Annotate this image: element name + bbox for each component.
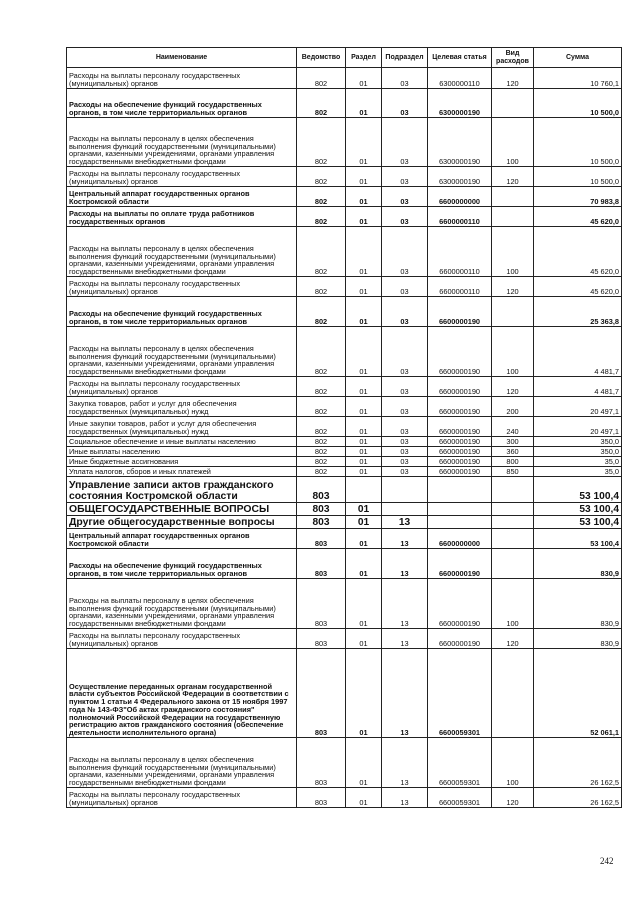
row-name: Другие общегосударственные вопросы (67, 516, 297, 529)
row-kind (492, 89, 534, 118)
row-section: 01 (346, 788, 382, 808)
row-target: 6600000190 (428, 297, 492, 327)
row-section: 01 (346, 447, 382, 457)
row-name: Осуществление переданных органам государственной власти субъектов Российской Федерации в соответствии с пунктом 1 статьи 4 Федерального закона от 15 ноября 1997 года № 143-ФЗ"Об актах гражданского состояния" полномочий Российской Федерации на государственную регистрацию актов гражданского состояния (обеспечение деятельности исполнительного органа) (67, 649, 297, 738)
row-section: 01 (346, 277, 382, 297)
row-sum: 830,9 (534, 629, 622, 649)
row-target: 6600000190 (428, 579, 492, 629)
row-section: 01 (346, 516, 382, 529)
row-name: Расходы на выплаты персоналу государственных (муниципальных) органов (67, 377, 297, 397)
row-subsection: 03 (382, 327, 428, 377)
row-name: Центральный аппарат государственных органов Костромской области (67, 187, 297, 207)
row-target: 6600059301 (428, 788, 492, 808)
row-kind: 120 (492, 377, 534, 397)
row-sum: 25 363,8 (534, 297, 622, 327)
row-dept: 802 (297, 377, 346, 397)
row-section: 01 (346, 437, 382, 447)
row-kind: 100 (492, 579, 534, 629)
row-subsection: 03 (382, 68, 428, 89)
row-sum: 70 983,8 (534, 187, 622, 207)
row-dept: 803 (297, 788, 346, 808)
table-row (67, 467, 622, 477)
row-name: Расходы на выплаты персоналу в целях обеспечения выполнения функций государственными (муниципальными) органами, казенными учреждениями, органами управления государственными внебюджетными фондами (67, 738, 297, 788)
row-target: 6600000110 (428, 207, 492, 227)
row-name: Расходы на выплаты персоналу государственных (муниципальных) органов (67, 629, 297, 649)
row-subsection: 13 (382, 788, 428, 808)
row-section: 01 (346, 579, 382, 629)
row-subsection: 13 (382, 629, 428, 649)
row-section: 01 (346, 187, 382, 207)
budget-table (66, 47, 622, 808)
row-section (346, 477, 382, 503)
row-dept: 802 (297, 437, 346, 447)
row-section: 01 (346, 118, 382, 167)
table-row (67, 788, 622, 808)
row-sum: 350,0 (534, 447, 622, 457)
row-section: 01 (346, 227, 382, 277)
row-dept: 803 (297, 549, 346, 579)
row-subsection: 03 (382, 167, 428, 187)
row-section: 01 (346, 377, 382, 397)
row-target (428, 503, 492, 516)
header-subsection: Подраздел (382, 48, 428, 68)
page-number: 242 (600, 856, 614, 866)
row-section: 01 (346, 738, 382, 788)
row-dept: 803 (297, 529, 346, 549)
row-name: Расходы на выплаты по оплате труда работников государственных органов (67, 207, 297, 227)
row-target: 6600000190 (428, 467, 492, 477)
row-sum: 10 500,0 (534, 167, 622, 187)
row-kind (492, 649, 534, 738)
row-section: 01 (346, 397, 382, 417)
row-subsection: 13 (382, 549, 428, 579)
row-subsection: 03 (382, 457, 428, 467)
row-name: Управление записи актов гражданского состояния Костромской области (67, 477, 297, 503)
row-kind (492, 187, 534, 207)
row-dept: 802 (297, 118, 346, 167)
row-sum: 35,0 (534, 457, 622, 467)
row-name: Расходы на обеспечение функций государственных органов, в том числе территориальных органов (67, 297, 297, 327)
row-target: 6600000190 (428, 447, 492, 457)
row-target (428, 477, 492, 503)
table-row (67, 297, 622, 327)
row-subsection: 03 (382, 377, 428, 397)
row-sum: 53 100,4 (534, 503, 622, 516)
row-kind: 120 (492, 68, 534, 89)
table-row (67, 516, 622, 529)
row-subsection: 03 (382, 467, 428, 477)
table-body (67, 68, 622, 808)
row-dept: 803 (297, 649, 346, 738)
row-kind: 100 (492, 118, 534, 167)
row-name: Закупка товаров, работ и услуг для обеспечения государственных (муниципальных) нужд (67, 397, 297, 417)
row-dept: 802 (297, 68, 346, 89)
row-subsection: 13 (382, 579, 428, 629)
row-sum: 45 620,0 (534, 207, 622, 227)
row-dept: 803 (297, 516, 346, 529)
row-name: Расходы на выплаты персоналу государственных (муниципальных) органов (67, 277, 297, 297)
row-target: 6300000110 (428, 68, 492, 89)
row-sum: 53 100,4 (534, 477, 622, 503)
row-target: 6600000190 (428, 377, 492, 397)
row-subsection: 03 (382, 207, 428, 227)
table-row (67, 227, 622, 277)
row-sum: 45 620,0 (534, 277, 622, 297)
table-row (67, 457, 622, 467)
row-name: Социальное обеспечение и иные выплаты населению (67, 437, 297, 447)
row-sum: 10 760,1 (534, 68, 622, 89)
row-dept: 802 (297, 397, 346, 417)
row-kind (492, 477, 534, 503)
table-row (67, 649, 622, 738)
row-dept: 802 (297, 447, 346, 457)
row-name: Расходы на обеспечение функций государственных органов, в том числе территориальных органов (67, 89, 297, 118)
row-target: 6600059301 (428, 738, 492, 788)
table-row (67, 68, 622, 89)
row-section: 01 (346, 68, 382, 89)
header-target: Целевая статья (428, 48, 492, 68)
row-target: 6600000110 (428, 277, 492, 297)
table-row (67, 437, 622, 447)
row-target: 6600000190 (428, 417, 492, 437)
row-section: 01 (346, 529, 382, 549)
row-subsection: 03 (382, 417, 428, 437)
row-target: 6600000190 (428, 629, 492, 649)
row-target: 6600000190 (428, 549, 492, 579)
row-target: 6300000190 (428, 167, 492, 187)
row-subsection: 03 (382, 447, 428, 457)
row-target: 6600000190 (428, 327, 492, 377)
header-name: Наименование (67, 48, 297, 68)
row-kind (492, 207, 534, 227)
table-header-row (67, 48, 622, 68)
table-row (67, 118, 622, 167)
row-subsection: 13 (382, 516, 428, 529)
row-dept: 803 (297, 738, 346, 788)
row-sum: 53 100,4 (534, 516, 622, 529)
row-kind (492, 516, 534, 529)
table-row (67, 629, 622, 649)
row-kind: 240 (492, 417, 534, 437)
row-kind: 120 (492, 277, 534, 297)
row-target: 6300000190 (428, 89, 492, 118)
row-dept: 802 (297, 297, 346, 327)
table-row (67, 447, 622, 457)
header-section: Раздел (346, 48, 382, 68)
row-target: 6300000190 (428, 118, 492, 167)
row-subsection: 03 (382, 187, 428, 207)
row-dept: 803 (297, 629, 346, 649)
row-target: 6600000190 (428, 457, 492, 467)
table-row (67, 277, 622, 297)
row-name: Расходы на выплаты персоналу государственных (муниципальных) органов (67, 167, 297, 187)
row-section: 01 (346, 549, 382, 579)
row-dept: 802 (297, 187, 346, 207)
row-target: 6600059301 (428, 649, 492, 738)
row-sum: 26 162,5 (534, 788, 622, 808)
table-row (67, 397, 622, 417)
row-kind (492, 549, 534, 579)
row-kind (492, 297, 534, 327)
header-dept: Ведомство (297, 48, 346, 68)
row-subsection: 03 (382, 89, 428, 118)
row-name: Расходы на выплаты персоналу государственных (муниципальных) органов (67, 68, 297, 89)
row-dept: 803 (297, 477, 346, 503)
header-kind: Вид расходов (492, 48, 534, 68)
row-kind: 360 (492, 447, 534, 457)
row-subsection: 03 (382, 297, 428, 327)
row-section: 01 (346, 629, 382, 649)
row-sum: 26 162,5 (534, 738, 622, 788)
row-section: 01 (346, 167, 382, 187)
row-subsection: 03 (382, 118, 428, 167)
row-name: Центральный аппарат государственных органов Костромской области (67, 529, 297, 549)
row-sum: 20 497,1 (534, 417, 622, 437)
row-kind: 100 (492, 327, 534, 377)
row-name: Расходы на выплаты персоналу государственных (муниципальных) органов (67, 788, 297, 808)
row-sum: 10 500,0 (534, 89, 622, 118)
row-name: Иные выплаты населению (67, 447, 297, 457)
row-sum: 35,0 (534, 467, 622, 477)
row-kind: 100 (492, 738, 534, 788)
row-section: 01 (346, 503, 382, 516)
row-target: 6600000190 (428, 397, 492, 417)
row-dept: 803 (297, 579, 346, 629)
row-sum: 53 100,4 (534, 529, 622, 549)
row-kind: 800 (492, 457, 534, 467)
row-dept: 802 (297, 467, 346, 477)
row-sum: 10 500,0 (534, 118, 622, 167)
row-section: 01 (346, 297, 382, 327)
table-row (67, 417, 622, 437)
table-row (67, 738, 622, 788)
row-section: 01 (346, 89, 382, 118)
row-name: Уплата налогов, сборов и иных платежей (67, 467, 297, 477)
row-kind: 100 (492, 227, 534, 277)
row-dept: 802 (297, 327, 346, 377)
row-name: Расходы на выплаты персоналу в целях обеспечения выполнения функций государственными (муниципальными) органами, казенными учреждениями, органами управления государственными внебюджетными фондами (67, 579, 297, 629)
row-name: Расходы на выплаты персоналу в целях обеспечения выполнения функций государственными (муниципальными) органами, казенными учреждениями, органами управления государственными внебюджетными фондами (67, 227, 297, 277)
row-kind: 200 (492, 397, 534, 417)
row-target: 6600000190 (428, 437, 492, 447)
row-sum: 4 481,7 (534, 377, 622, 397)
row-dept: 802 (297, 89, 346, 118)
row-dept: 803 (297, 503, 346, 516)
table-row (67, 89, 622, 118)
row-name: Расходы на обеспечение функций государственных органов, в том числе территориальных органов (67, 549, 297, 579)
budget-table-container (66, 47, 622, 808)
row-dept: 802 (297, 277, 346, 297)
row-dept: 802 (297, 457, 346, 467)
table-row (67, 327, 622, 377)
row-subsection: 03 (382, 397, 428, 417)
row-kind: 850 (492, 467, 534, 477)
row-kind (492, 503, 534, 516)
row-section: 01 (346, 457, 382, 467)
row-name: Расходы на выплаты персоналу в целях обеспечения выполнения функций государственными (муниципальными) органами, казенными учреждениями, органами управления государственными внебюджетными фондами (67, 327, 297, 377)
table-row (67, 187, 622, 207)
row-subsection: 13 (382, 529, 428, 549)
row-subsection: 13 (382, 649, 428, 738)
row-subsection: 13 (382, 738, 428, 788)
row-kind: 120 (492, 167, 534, 187)
row-sum: 830,9 (534, 579, 622, 629)
row-kind: 300 (492, 437, 534, 447)
row-subsection: 03 (382, 277, 428, 297)
row-subsection: 03 (382, 437, 428, 447)
row-target: 6600000000 (428, 187, 492, 207)
row-subsection (382, 503, 428, 516)
row-name: Иные бюджетные ассигнования (67, 457, 297, 467)
table-row (67, 529, 622, 549)
row-dept: 802 (297, 207, 346, 227)
row-kind (492, 529, 534, 549)
row-subsection (382, 477, 428, 503)
table-row (67, 549, 622, 579)
table-row (67, 477, 622, 503)
row-name: ОБЩЕГОСУДАРСТВЕННЫЕ ВОПРОСЫ (67, 503, 297, 516)
row-sum: 20 497,1 (534, 397, 622, 417)
row-target: 6600000000 (428, 529, 492, 549)
row-sum: 45 620,0 (534, 227, 622, 277)
row-target: 6600000110 (428, 227, 492, 277)
row-kind: 120 (492, 629, 534, 649)
row-sum: 830,9 (534, 549, 622, 579)
row-section: 01 (346, 649, 382, 738)
row-dept: 802 (297, 167, 346, 187)
row-section: 01 (346, 327, 382, 377)
row-name: Расходы на выплаты персоналу в целях обеспечения выполнения функций государственными (муниципальными) органами, казенными учреждениями, органами управления государственными внебюджетными фондами (67, 118, 297, 167)
row-kind: 120 (492, 788, 534, 808)
row-target (428, 516, 492, 529)
row-section: 01 (346, 207, 382, 227)
header-sum: Сумма (534, 48, 622, 68)
table-row (67, 207, 622, 227)
table-row (67, 167, 622, 187)
row-sum: 350,0 (534, 437, 622, 447)
table-row (67, 377, 622, 397)
row-dept: 802 (297, 227, 346, 277)
row-sum: 52 061,1 (534, 649, 622, 738)
table-row (67, 503, 622, 516)
row-name: Иные закупки товаров, работ и услуг для обеспечения государственных (муниципальных) нужд (67, 417, 297, 437)
table-row (67, 579, 622, 629)
row-dept: 802 (297, 417, 346, 437)
row-sum: 4 481,7 (534, 327, 622, 377)
row-subsection: 03 (382, 227, 428, 277)
row-section: 01 (346, 417, 382, 437)
row-section: 01 (346, 467, 382, 477)
